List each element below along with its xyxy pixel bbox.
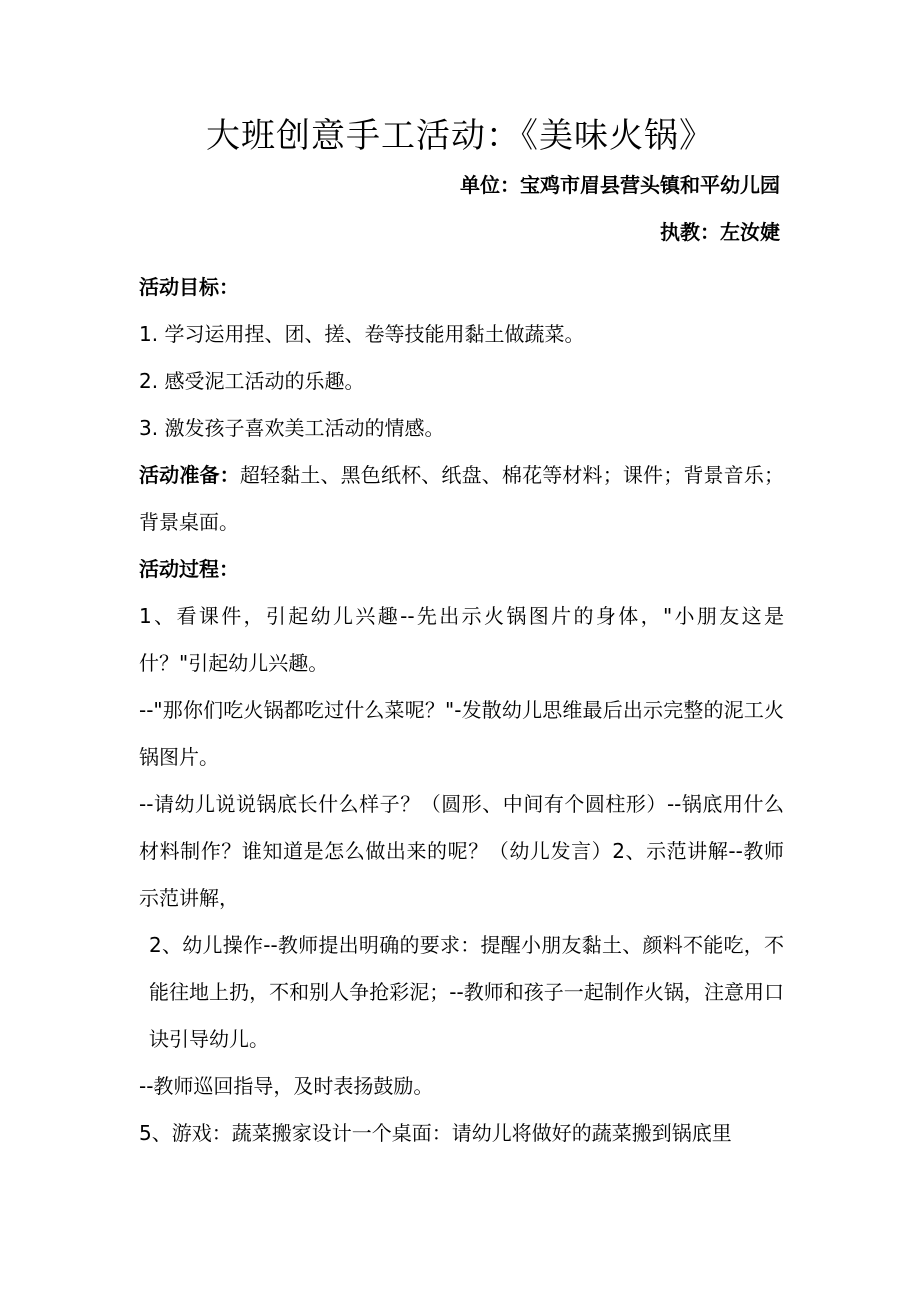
goal-item-3: 3. 激发孩子喜欢美工活动的情感。 <box>139 416 445 440</box>
goal-item-1: 1. 学习运用捏、团、搓、卷等技能用黏土做蔬菜。 <box>139 322 585 346</box>
goals-heading: 活动目标： <box>139 275 239 299</box>
process-paragraph-4: 2、幼儿操作--教师提出明确的要求：提醒小朋友黏土、颜料不能吃，不能往地上扔，不和别人争抢彩泥；--教师和孩子一起制作火锅，注意用口诀引导幼儿。 <box>149 933 784 1051</box>
preparation-text: 超轻黏土、黑色纸杯、纸盘、棉花等材料；课件；背景音乐；背景桌面。 <box>139 463 785 534</box>
process-paragraph-1: 1、看课件，引起幼儿兴趣--先出示火锅图片的身体，"小朋友这是什？"引起幼儿兴趣。 <box>139 604 784 675</box>
preparation-label: 活动准备： <box>139 463 240 487</box>
goal-item-2: 2. 感受泥工活动的乐趣。 <box>139 369 365 393</box>
document-body <box>139 264 784 1157</box>
preparation-paragraph <box>139 452 784 546</box>
process-heading: 活动过程： <box>139 557 239 581</box>
process-paragraph-5: --教师巡回指导，及时表扬鼓励。 <box>139 1074 434 1098</box>
unit-line: 单位：宝鸡市眉县营头镇和平幼儿园 <box>460 173 780 197</box>
document-title: 大班创意手工活动：《美味火锅》 <box>206 116 714 156</box>
process-paragraph-6: 5、游戏：蔬菜搬家设计一个桌面：请幼儿将做好的蔬菜搬到锅底里 <box>139 1121 732 1145</box>
process-paragraph-3: --请幼儿说说锅底长什么样子？（圆形、中间有个圆柱形）--锅底用什么材料制作？谁知道是怎么做出来的呢？（幼儿发言）2、示范讲解--教师示范讲解， <box>139 792 784 910</box>
process-paragraph-2: --"那你们吃火锅都吃过什么菜呢？"-发散幼儿思维最后出示完整的泥工火锅图片。 <box>139 698 784 769</box>
teacher-line: 执教：左汝婕 <box>660 220 780 244</box>
